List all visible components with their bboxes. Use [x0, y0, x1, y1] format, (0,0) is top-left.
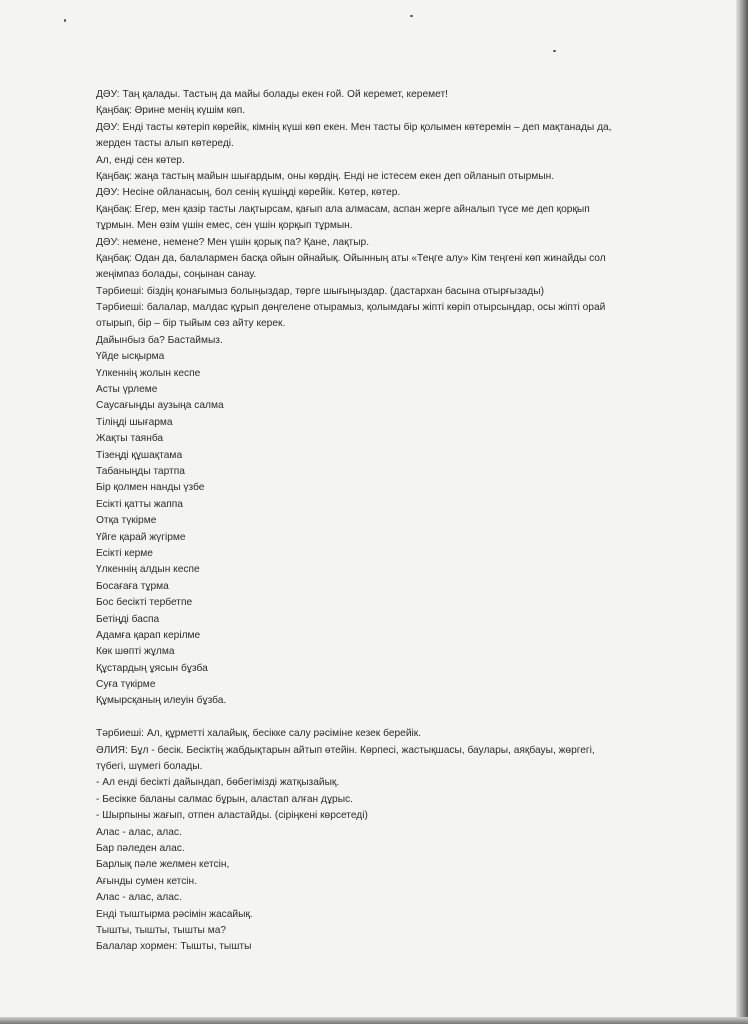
- text-line: Дайынбыз ба? Бастаймыз.: [96, 334, 223, 346]
- text-line: Үйге қарай жүгірме: [96, 531, 186, 543]
- text-line: ДӘУ: Таң қалады. Тастың да майы болады екен ғой. Ой керемет, керемет!: [96, 89, 448, 100]
- text-line: Есікті қатты жаппа: [96, 498, 183, 510]
- text-line: Отқа түкірме: [96, 515, 157, 527]
- text-line: Қаңбақ: Әрине менің күшім көп.: [96, 105, 246, 117]
- text-line: Бар пәледен алас.: [96, 842, 185, 854]
- text-line: Енді тыштырма рәсімін жасайық.: [96, 908, 253, 920]
- blank-line: [96, 710, 696, 726]
- text-line: ДӘУ: Енді тасты көтеріп көрейік, кімнің күші көп екен. Мен тасты бір қолымен көтеремін – деп мақтанады да,: [96, 121, 612, 133]
- text-line: Суға түкірме: [96, 679, 156, 691]
- document-body: [96, 87, 696, 956]
- scan-speck: [410, 15, 413, 17]
- text-line: Қаңбақ: Егер, мен қазір тасты лақтырсам, қағып ала алмасам, аспан жерге айналып түсе ме деп қорқып: [96, 203, 590, 215]
- text-line: Саусағыңды аузыңа салма: [96, 400, 224, 412]
- text-line: Табаныңды тартпа: [96, 465, 185, 477]
- text-line: Алас - алас, алас.: [96, 892, 182, 904]
- text-line: отырып, бір – бір тыйым сөз айту керек.: [96, 318, 286, 330]
- text-line: Бір қолмен нанды үзбе: [96, 482, 205, 494]
- text-line: Тышты, тышты, тышты ма?: [96, 924, 227, 936]
- text-line: Тәрбиеші: біздің қонағымыз болыңыздар, төрге шығыңыздар. (дастархан басына отырғызады): [96, 285, 544, 297]
- scan-speck: [64, 19, 66, 22]
- scan-shadow-right: [736, 0, 748, 1024]
- text-line: - Бесікке баланы салмас бұрын, аластап алған дұрыс.: [96, 793, 353, 805]
- text-line: Үлкеннің жолын кеспе: [96, 367, 201, 379]
- text-line: Қаңбақ: жаңа тастың майын шығардым, оны көрдің. Енді не істесем екен деп ойланып отырмын.: [96, 170, 555, 182]
- text-line: Құмырсқаның илеуін бұзба.: [96, 695, 227, 707]
- text-line: Көк шөпті жұлма: [96, 646, 175, 658]
- text-line: Балалар хормен: Тышты, тышты: [96, 941, 252, 953]
- text-line: Қаңбақ: Одан да, балалармен басқа ойын ойнайық. Ойынның аты «Теңге алу» Кім теңгені көп жинайды сол: [96, 252, 606, 264]
- text-line: Үйде ысқырма: [96, 351, 165, 363]
- text-line: Есікті керме: [96, 547, 153, 559]
- text-line: тұрмын. Мен өзім үшін емес, сен үшін қорқып тұрмын.: [96, 220, 353, 232]
- text-line: Тізеңді құшақтама: [96, 449, 183, 461]
- text-line: Үлкеннің алдын кеспе: [96, 564, 200, 576]
- text-line: Ағынды сумен кетсін.: [96, 875, 198, 887]
- text-line: - Ал енді бесікті дайындап, бөбегімізді жатқызайық.: [96, 777, 340, 789]
- text-line: Ал, енді сен көтер.: [96, 154, 185, 166]
- text-line: - Шырпыны жағып, отпен аластайды. (сіріңкені көрсетеді): [96, 810, 368, 822]
- text-line: Асты үрлеме: [96, 384, 158, 396]
- scan-speck: [553, 50, 556, 52]
- text-line: ДӘУ: немене, немене? Мен үшін қорық па? Қане, лақтыр.: [96, 236, 370, 248]
- text-line: Жақты таянба: [96, 433, 164, 445]
- text-line: түбегі, шүмегі болады.: [96, 761, 203, 773]
- text-line: ӘЛИЯ: Бұл - бесік. Бесіктің жабдықтарын айтып өтейін. Көрпесі, жастықшасы, баулары, аяқбауы, жөргегі,: [96, 744, 595, 756]
- text-line: жерден тасты алып көтереді.: [96, 138, 234, 150]
- text-line: Барлық пәле желмен кетсін,: [96, 859, 230, 871]
- text-line: жеңімпаз болады, соңынан санау.: [96, 269, 257, 281]
- text-line: Құстардың ұясын бұзба: [96, 662, 208, 674]
- text-line: Тіліңді шығарма: [96, 416, 173, 428]
- text-line: Бетіңді баспа: [96, 613, 160, 625]
- text-line: Босағаға тұрма: [96, 580, 169, 592]
- text-line: Тәрбиеші: Ал, құрметті халайық, бесікке салу рәсіміне кезек берейік.: [96, 728, 422, 740]
- text-line: Алас - алас, алас.: [96, 826, 182, 838]
- text-line: Тәрбиеші: балалар, малдас құрып дөңгелене отырамыз, қолымдағы жіпті көріп отырсыңдар, осы жіпті орай: [96, 302, 606, 314]
- text-line: Адамға қарап керілме: [96, 629, 201, 641]
- text-line: ДӘУ: Несіне ойланасың, бол сенің күшіңді көрейік. Көтер, көтер.: [96, 187, 401, 199]
- scan-shadow-bottom: [0, 1017, 748, 1024]
- text-line: Бос бесікті тербетпе: [96, 597, 193, 609]
